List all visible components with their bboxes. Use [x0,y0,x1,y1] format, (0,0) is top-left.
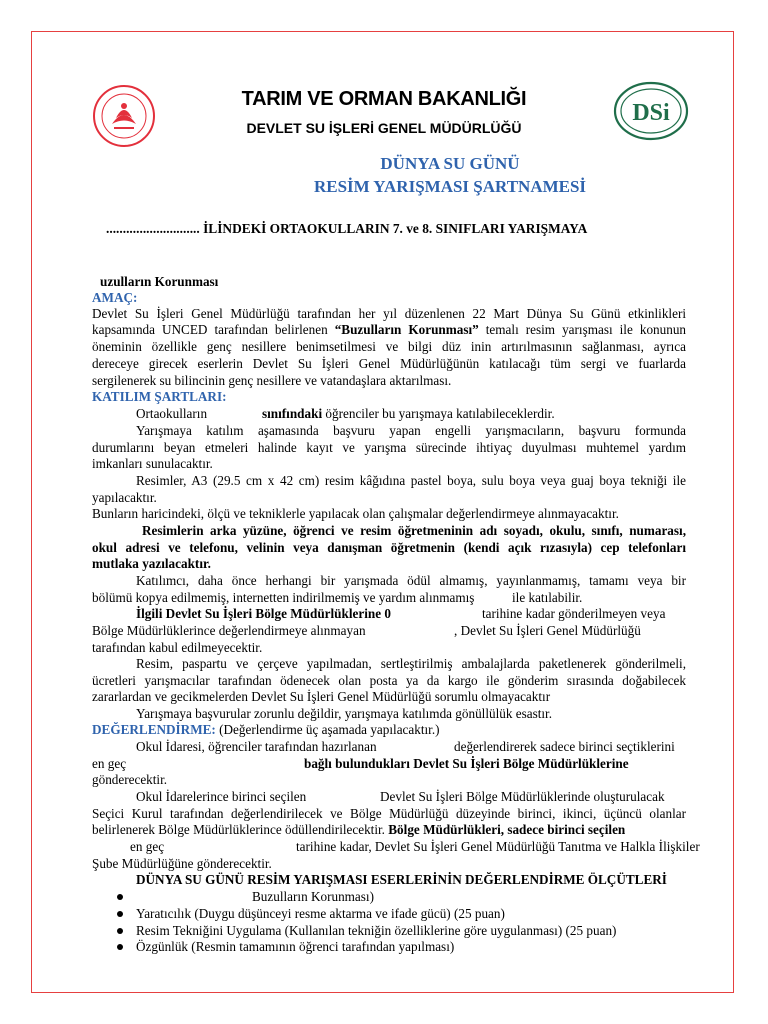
katilim-p5-line-2: okul adresi ve telefonu, velinin veya danışman öğretmenin (kendi açık rızasıyla) cep telefonları [92,540,686,555]
degerlendirme-heading-line: DEĞERLENDİRME: (Değerlendirme üç aşamada yapılacaktır.) [92,722,440,737]
subtitle: ............................ İLİNDEKİ ORTAOKULLARIN 7. ve 8. SINIFLARI YARIŞMAYA [106,221,588,236]
katilim-p6-line-2-a: bölümü kopya edilmemiş, internetten indirilmemiş ve yardım alınmamış [92,590,475,605]
amac-line-2: kapsamında UNCED tarafından belirlenen “Buzulların Korunması” temalı resim yarışması ile konunun [92,322,687,337]
deg-q2-line-2: Seçici Kurul tarafından değerlendirilecek ve Bölge Müdürlüğü düzeyinde birinci, ikinci, üçüncü olanlar [92,806,686,821]
katilim-p7-line-3: tarafından kabul edilmeyecektir. [92,640,263,655]
katilim-p7-line-1-b: tarihine kadar gönderilmeyen veya [482,606,666,621]
bullet-icon [117,944,123,950]
criteria-item-4: Özgünlük (Resmin tamamının öğrenci tarafından yapılması) [136,939,455,954]
bullet-icon [117,928,123,934]
katilim-p1-b: sınıfındaki öğrenciler bu yarışmaya katılabileceklerdir. [262,406,555,421]
katilim-p8-line-1: Resim, paspartu ve çerçeve yapılmadan, sertleştirilmiş ambalajlarda paketlenerek gönderilmeli, [136,656,686,671]
ministry-name: TARIM VE ORMAN BAKANLIĞI [241,88,527,110]
deg-q2-line-5: Şube Müdürlüğüne gönderecektir. [92,856,272,871]
katilim-p6-line-2-b: ile katılabilir. [512,590,583,605]
bullet-icon [117,894,123,900]
amac-line-5: sergilenerek su bilincinin genç nesillere ve vatandaşlara aktarılması. [92,373,452,388]
criteria-item-2: Yaratıcılık (Duygu düşünceyi resme aktarma ve ifade gücü) (25 puan) [136,906,505,921]
katilim-p1-a: Ortaokulların [136,406,208,421]
katilim-p2-line-1: Yarışmaya katılım aşamasında başvuru yapan engelli yarışmacıların, başvuru formunda [136,423,686,438]
amac-line-4: dereceye girecek eserlerin Devlet Su İşleri Genel Müdürlüğünün katılacağı tüm sergi ve fuarlarda [92,356,686,371]
directorate-name: DEVLET SU İŞLERİ GENEL MÜDÜRLÜĞÜ [246,120,522,136]
amac-line-1: Devlet Su İşleri Genel Müdürlüğü tarafından her yıl düzenlenen 22 Mart Dünya Su Günü etkinlikleri [92,306,686,321]
deg-q1-line-2-b: bağlı bulundukları Devlet Su İşleri Bölge Müdürlüklerine [304,756,629,771]
bullet-icon [117,911,123,917]
katilim-p2-line-3: imkanları sunulacaktır. [92,456,213,471]
katilim-p8-line-2: ücretleri yarışmacılar tarafından ödenecek olan posta ya da kargo ile gönderim sırasında doğabilecek [92,673,686,688]
deg-q2-line-1-b: Devlet Su İşleri Bölge Müdürlüklerinde oluşturulacak [380,789,665,804]
theme-fragment: uzulların Korunması [100,274,219,289]
title-line-2: RESİM YARIŞMASI ŞARTNAMESİ [313,177,587,196]
deg-q2-line-4-a: en geç [130,839,165,854]
katilim-p9: Yarışmaya başvurular zorunlu değildir, yarışmaya katılımda gönüllülük esastır. [136,706,553,721]
katilim-p3-line-2: yapılacaktır. [92,490,157,505]
criteria-heading: DÜNYA SU GÜNÜ RESİM YARIŞMASI ESERLERİNİN DEĞERLENDİRME ÖLÇÜTLERİ [136,872,667,887]
deg-q2-line-1-a: Okul İdarelerince birinci seçilen [136,789,307,804]
katilim-p6-line-1: Katılımcı, daha önce herhangi bir yarışmada ödül almamış, yayınlanmamış, tamamı veya bir [136,573,686,588]
katilim-p7-line-2-a: Bölge Müdürlüklerince değerlendirmeye alınmayan [92,623,366,638]
title-line-1: DÜNYA SU GÜNÜ [380,154,520,173]
amac-line-3: öneminin özellikle genç nesillere benimsetilmesi ve bilgi düz inin artırılmasının sağlanması, ayrıca [92,339,686,354]
katilim-p5-line-3: mutlaka yazılacaktır. [92,556,211,571]
katilim-p7-line-1-a: İlgili Devlet Su İşleri Bölge Müdürlüklerine 0 [136,606,391,621]
deg-q2-line-3: belirlenerek Bölge Müdürlüklerince ödüllendirilecektir. Bölge Müdürlükleri, sadece birinci seçilen [92,822,626,837]
deg-q1-line-1-b: değerlendirerek sadece birinci seçtiklerini [454,739,675,754]
deg-q2-line-4-b: tarihine kadar, Devlet Su İşleri Genel Müdürlüğü Tanıtma ve Halkla İlişkiler [296,839,700,854]
dsi-logo-text: DSi [632,100,670,126]
katilim-heading: KATILIM ŞARTLARI: [92,389,227,404]
deg-q1-line-3: gönderecektir. [92,772,168,787]
katilim-p2-line-2: durumlarını beyan etmeleri halinde kayıt ve yarışma sürecinde ihtiyaç duyulması muhtemel yardım [92,440,686,455]
katilim-p4: Bunların haricindeki, ölçü ve tekniklerle yapılacak olan çalışmalar değerlendirmeye alınmayacaktır. [92,506,619,521]
katilim-p8-line-3: zararlardan ve gecikmelerden Devlet Su İşleri Genel Müdürlüğü sorumlu olmayacaktır [92,689,551,704]
amac-heading: AMAÇ: [92,290,138,305]
criteria-item-3: Resim Tekniğini Uygulama (Kullanılan tekniğin özelliklerine göre uygulanması) (25 puan) [136,923,617,938]
criteria-item-1: Buzulların Korunması) [252,889,374,904]
katilim-p5-line-1: Resimlerin arka yüzüne, öğrenci ve resim öğretmeninin adı soyadı, okulu, sınıfı, numarası, [142,523,686,538]
deg-q1-line-1-a: Okul İdaresi, öğrenciler tarafından hazırlanan [136,739,377,754]
katilim-p7-line-2-b: , Devlet Su İşleri Genel Müdürlüğü [454,623,641,638]
katilim-p3-line-1: Resimler, A3 (29.5 cm x 42 cm) resim kâğıdına pastel boya, sulu boya veya guaj boya tekniği ile [136,473,686,488]
deg-q1-line-2-a: en geç [92,756,127,771]
